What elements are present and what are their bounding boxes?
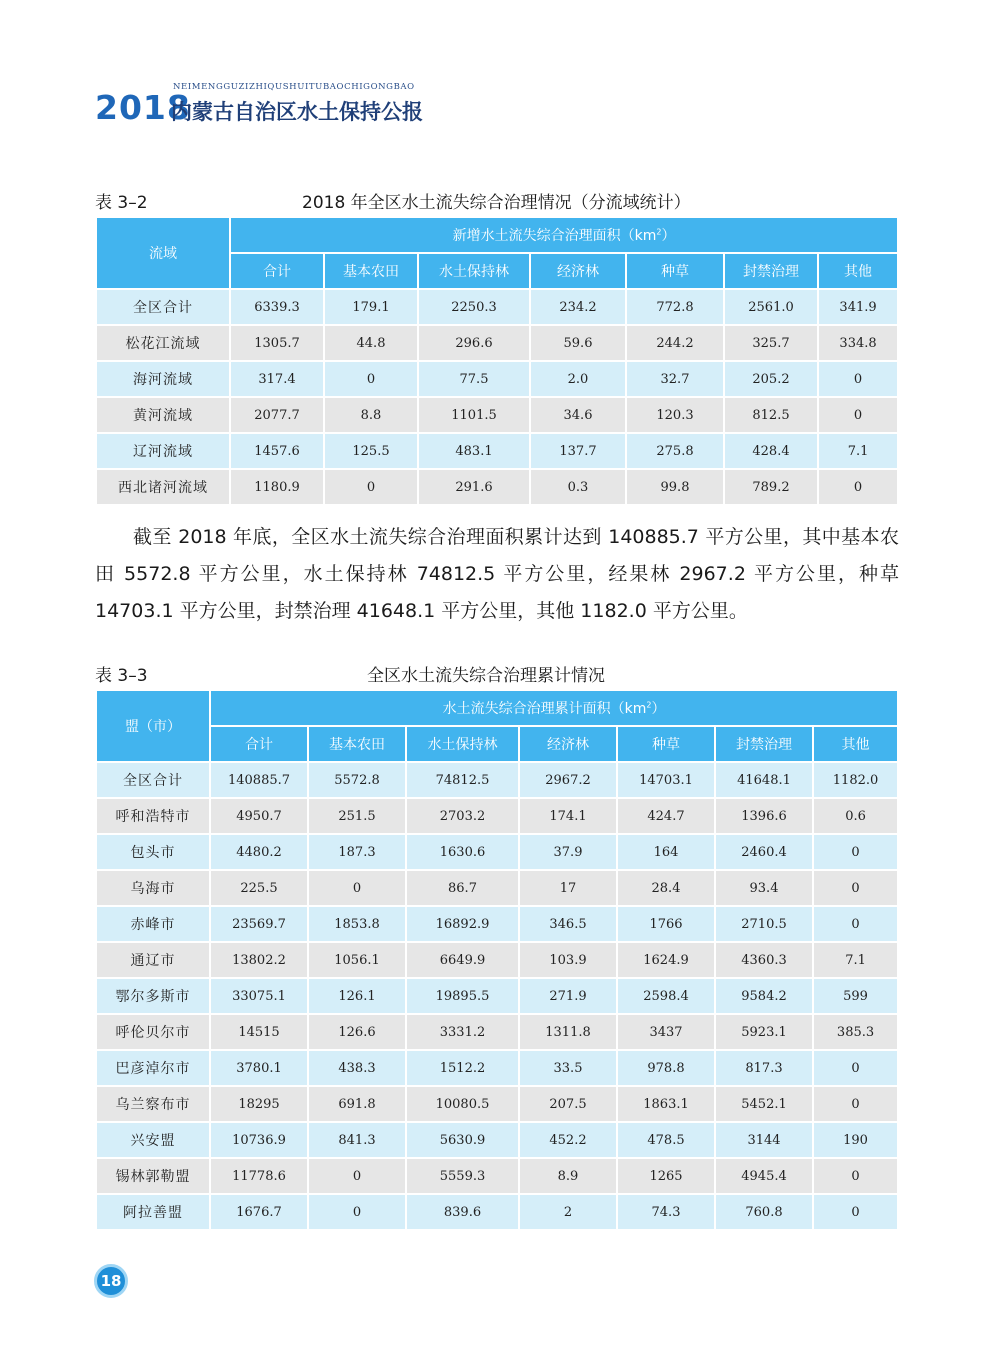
table-cell: 291.6 [418, 469, 530, 505]
table-cell: 93.4 [715, 870, 813, 906]
table-cell: 251.5 [308, 798, 406, 834]
table-cell: 817.3 [715, 1050, 813, 1086]
table-cell: 34.6 [530, 397, 626, 433]
table-cell: 187.3 [308, 834, 406, 870]
table1-column-header: 封禁治理 [724, 253, 818, 289]
table-cell: 478.5 [617, 1122, 715, 1158]
row-label: 阿拉善盟 [96, 1194, 210, 1230]
table2-column-header: 经济林 [519, 726, 617, 762]
table-cell: 1624.9 [617, 942, 715, 978]
table-cell: 1305.7 [230, 325, 324, 361]
row-label: 全区合计 [96, 762, 210, 798]
table-cell: 5559.3 [406, 1158, 519, 1194]
row-label: 呼和浩特市 [96, 798, 210, 834]
table-cell: 0 [308, 1194, 406, 1230]
row-label: 赤峰市 [96, 906, 210, 942]
table-cell: 5923.1 [715, 1014, 813, 1050]
table-cell: 2967.2 [519, 762, 617, 798]
table-row [96, 1194, 898, 1230]
table-cell: 4480.2 [210, 834, 308, 870]
table-cell: 772.8 [626, 289, 724, 325]
page-number-badge: 18 [94, 1264, 128, 1298]
table-cell: 74.3 [617, 1194, 715, 1230]
table-cell: 385.3 [813, 1014, 898, 1050]
table-cell: 234.2 [530, 289, 626, 325]
row-label: 乌兰察布市 [96, 1086, 210, 1122]
row-label: 西北诸河流域 [96, 469, 230, 505]
table-cell: 5452.1 [715, 1086, 813, 1122]
table-cell: 4950.7 [210, 798, 308, 834]
row-label: 通辽市 [96, 942, 210, 978]
table-cell: 341.9 [818, 289, 898, 325]
table-cell: 599 [813, 978, 898, 1014]
table2-column-header: 合计 [210, 726, 308, 762]
table-cell: 1180.9 [230, 469, 324, 505]
table-cell: 74812.5 [406, 762, 519, 798]
table-cell: 125.5 [324, 433, 418, 469]
table1-column-header: 水土保持林 [418, 253, 530, 289]
header-title: 内蒙古自治区水土保持公报 [171, 100, 423, 124]
table-cell: 275.8 [626, 433, 724, 469]
table-row [96, 1014, 898, 1050]
table-cell: 428.4 [724, 433, 818, 469]
table-cell: 140885.7 [210, 762, 308, 798]
table-cell: 37.9 [519, 834, 617, 870]
table-row [96, 798, 898, 834]
row-label: 呼伦贝尔市 [96, 1014, 210, 1050]
table2-caption [95, 661, 897, 685]
table2 [95, 689, 899, 1231]
row-label: 黄河流域 [96, 397, 230, 433]
table2-row-header: 盟（市） [96, 690, 210, 762]
row-label: 巴彦淖尔市 [96, 1050, 210, 1086]
table-cell: 6339.3 [230, 289, 324, 325]
table-cell: 296.6 [418, 325, 530, 361]
table-cell: 0 [324, 361, 418, 397]
table-cell: 179.1 [324, 289, 418, 325]
table1-column-header: 基本农田 [324, 253, 418, 289]
table-cell: 99.8 [626, 469, 724, 505]
header-pinyin: NEIMENGGUZIZHIQUSHUITUBAOCHIGONGBAO [173, 82, 415, 92]
row-label: 包头市 [96, 834, 210, 870]
table2-title: 全区水土流失综合治理累计情况 [367, 666, 605, 686]
table-cell: 2703.2 [406, 798, 519, 834]
table-row [96, 906, 898, 942]
table-cell: 9584.2 [715, 978, 813, 1014]
table1-row-header: 流域 [96, 217, 230, 289]
table-cell: 0 [308, 1158, 406, 1194]
table-cell: 8.8 [324, 397, 418, 433]
table-cell: 0 [813, 1194, 898, 1230]
table1-caption [95, 188, 897, 212]
table-cell: 0.6 [813, 798, 898, 834]
table-cell: 103.9 [519, 942, 617, 978]
table-cell: 2710.5 [715, 906, 813, 942]
table-cell: 7.1 [818, 433, 898, 469]
table-cell: 33075.1 [210, 978, 308, 1014]
table-cell: 1676.7 [210, 1194, 308, 1230]
table1-column-header: 经济林 [530, 253, 626, 289]
table-cell: 126.6 [308, 1014, 406, 1050]
table-cell: 483.1 [418, 433, 530, 469]
table-cell: 2561.0 [724, 289, 818, 325]
table-cell: 0 [308, 870, 406, 906]
table-cell: 0 [818, 469, 898, 505]
table2-column-header: 种草 [617, 726, 715, 762]
table-cell: 0 [818, 361, 898, 397]
table1-number: 表 3–2 [95, 193, 148, 213]
table-cell: 17 [519, 870, 617, 906]
table-row [96, 870, 898, 906]
row-label: 海河流域 [96, 361, 230, 397]
table-cell: 28.4 [617, 870, 715, 906]
table-cell: 164 [617, 834, 715, 870]
table1-column-header: 种草 [626, 253, 724, 289]
table-cell: 1311.8 [519, 1014, 617, 1050]
table-cell: 2460.4 [715, 834, 813, 870]
table1 [95, 216, 899, 506]
table-cell: 10736.9 [210, 1122, 308, 1158]
table2-group-header: 水土流失综合治理累计面积$(km^2)$ [210, 690, 898, 726]
table-cell: 2077.7 [230, 397, 324, 433]
table-cell: 3437 [617, 1014, 715, 1050]
table-cell: 317.4 [230, 361, 324, 397]
table-cell: 812.5 [724, 397, 818, 433]
report-header [95, 82, 515, 126]
table-cell: 4360.3 [715, 942, 813, 978]
table-cell: 1863.1 [617, 1086, 715, 1122]
row-label: 鄂尔多斯市 [96, 978, 210, 1014]
table-cell: 0 [813, 834, 898, 870]
table-cell: 1630.6 [406, 834, 519, 870]
table-cell: 11778.6 [210, 1158, 308, 1194]
table-cell: 0 [818, 397, 898, 433]
table-cell: 137.7 [530, 433, 626, 469]
table2-column-header: 其他 [813, 726, 898, 762]
row-label: 锡林郭勒盟 [96, 1158, 210, 1194]
row-label: 乌海市 [96, 870, 210, 906]
table-cell: 5572.8 [308, 762, 406, 798]
table-cell: 0 [324, 469, 418, 505]
table-row [96, 325, 898, 361]
table-cell: 44.8 [324, 325, 418, 361]
table-row [96, 1158, 898, 1194]
table-cell: 424.7 [617, 798, 715, 834]
table-cell: 3780.1 [210, 1050, 308, 1086]
row-label: 兴安盟 [96, 1122, 210, 1158]
table-cell: 271.9 [519, 978, 617, 1014]
table-cell: 0 [813, 1158, 898, 1194]
table-cell: 8.9 [519, 1158, 617, 1194]
table-row [96, 469, 898, 505]
table-cell: 839.6 [406, 1194, 519, 1230]
table-cell: 32.7 [626, 361, 724, 397]
table-cell: 1457.6 [230, 433, 324, 469]
table-cell: 841.3 [308, 1122, 406, 1158]
table-cell: 2 [519, 1194, 617, 1230]
table-cell: 438.3 [308, 1050, 406, 1086]
table-row [96, 397, 898, 433]
table-cell: 120.3 [626, 397, 724, 433]
table-row [96, 289, 898, 325]
table-cell: 3144 [715, 1122, 813, 1158]
table-cell: 0 [813, 906, 898, 942]
table1-title: 2018 年全区水土流失综合治理情况（分流域统计） [302, 193, 691, 213]
table-cell: 0 [813, 870, 898, 906]
table1-column-header: 其他 [818, 253, 898, 289]
table-row [96, 834, 898, 870]
summary-paragraph [95, 519, 899, 630]
table-cell: 2.0 [530, 361, 626, 397]
table-cell: 14703.1 [617, 762, 715, 798]
table-cell: 13802.2 [210, 942, 308, 978]
header-year: 2018 [95, 88, 191, 127]
table-cell: 41648.1 [715, 762, 813, 798]
table-cell: 0 [813, 1086, 898, 1122]
table-cell: 77.5 [418, 361, 530, 397]
table2-number: 表 3–3 [95, 666, 148, 686]
table-row [96, 433, 898, 469]
table-cell: 59.6 [530, 325, 626, 361]
table-row [96, 762, 898, 798]
table2-column-header: 封禁治理 [715, 726, 813, 762]
table-cell: 1056.1 [308, 942, 406, 978]
table-cell: 346.5 [519, 906, 617, 942]
table-cell: 325.7 [724, 325, 818, 361]
table-cell: 1766 [617, 906, 715, 942]
table-cell: 225.5 [210, 870, 308, 906]
table-cell: 205.2 [724, 361, 818, 397]
table-cell: 5630.9 [406, 1122, 519, 1158]
table-cell: 126.1 [308, 978, 406, 1014]
table-cell: 760.8 [715, 1194, 813, 1230]
table-cell: 2598.4 [617, 978, 715, 1014]
table-cell: 14515 [210, 1014, 308, 1050]
table-cell: 23569.7 [210, 906, 308, 942]
table-row [96, 1122, 898, 1158]
table-cell: 86.7 [406, 870, 519, 906]
table-cell: 978.8 [617, 1050, 715, 1086]
table-cell: 4945.4 [715, 1158, 813, 1194]
row-label: 松花江流域 [96, 325, 230, 361]
table-cell: 0 [813, 1050, 898, 1086]
table-cell: 1396.6 [715, 798, 813, 834]
table-cell: 10080.5 [406, 1086, 519, 1122]
row-label: 辽河流域 [96, 433, 230, 469]
table-cell: 207.5 [519, 1086, 617, 1122]
table-row [96, 1086, 898, 1122]
row-label: 全区合计 [96, 289, 230, 325]
table-cell: 3331.2 [406, 1014, 519, 1050]
table-cell: 0.3 [530, 469, 626, 505]
table-cell: 1853.8 [308, 906, 406, 942]
table-cell: 244.2 [626, 325, 724, 361]
table-row [96, 361, 898, 397]
table-cell: 7.1 [813, 942, 898, 978]
table-cell: 1182.0 [813, 762, 898, 798]
table1-group-header: 新增水土流失综合治理面积$(km^2)$ [230, 217, 898, 253]
table-cell: 33.5 [519, 1050, 617, 1086]
table-row [96, 978, 898, 1014]
summary-text: 截至 2018 年底，全区水土流失综合治理面积累计达到 140885.7 平方公里，其中基本农田 5572.8 平方公里，水土保持林 74812.5 平方公里，经果林 2967.2 平方公里，种草 14703.1 平方公里，封禁治理 41648.1 平方公里，其他 1182.0 平方公里。 [95, 526, 899, 622]
table-cell: 334.8 [818, 325, 898, 361]
table-cell: 789.2 [724, 469, 818, 505]
table-cell: 18295 [210, 1086, 308, 1122]
table-cell: 16892.9 [406, 906, 519, 942]
table-cell: 452.2 [519, 1122, 617, 1158]
table-cell: 1512.2 [406, 1050, 519, 1086]
table2-column-header: 基本农田 [308, 726, 406, 762]
table-cell: 1101.5 [418, 397, 530, 433]
table-row [96, 942, 898, 978]
table-cell: 691.8 [308, 1086, 406, 1122]
table-row [96, 1050, 898, 1086]
table1-column-header: 合计 [230, 253, 324, 289]
table-cell: 19895.5 [406, 978, 519, 1014]
table-cell: 190 [813, 1122, 898, 1158]
table-cell: 2250.3 [418, 289, 530, 325]
table-cell: 174.1 [519, 798, 617, 834]
table-cell: 6649.9 [406, 942, 519, 978]
table2-column-header: 水土保持林 [406, 726, 519, 762]
table-cell: 1265 [617, 1158, 715, 1194]
